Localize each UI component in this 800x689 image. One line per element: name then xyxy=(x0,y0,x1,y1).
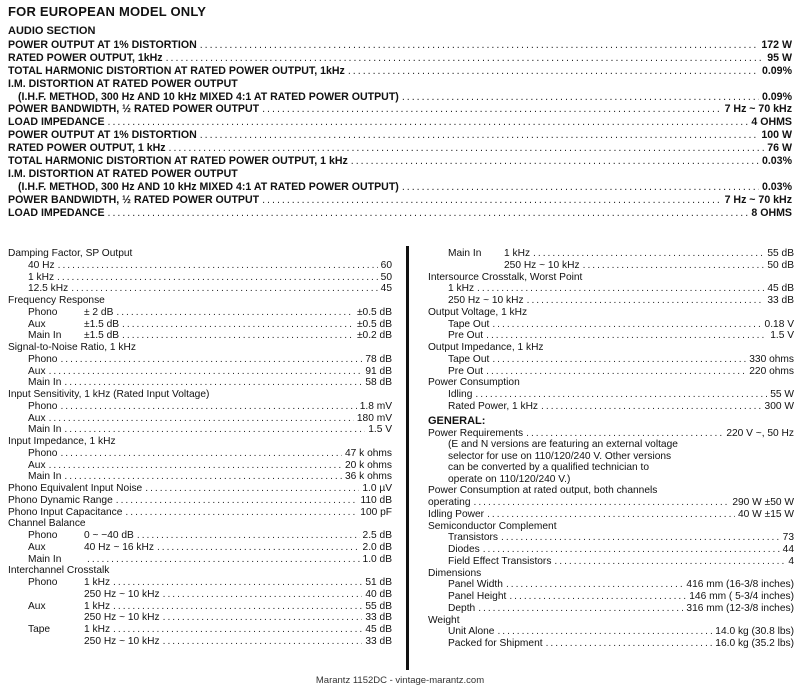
audio-spec-label: TOTAL HARMONIC DISTORTION AT RATED POWER OUTPUT, 1 kHz xyxy=(8,155,348,168)
right-spec-column xyxy=(428,248,794,650)
spec-label: Depth xyxy=(448,602,476,614)
audio-spec-value: 0.03% xyxy=(761,180,792,193)
audio-spec-label: I.M. DISTORTION AT RATED POWER OUTPUT xyxy=(8,167,238,180)
spec-label: Pre Out xyxy=(448,365,484,377)
spec-row xyxy=(8,612,392,624)
spec-row xyxy=(8,354,392,366)
output-impedance-rows xyxy=(428,354,794,378)
spec-row xyxy=(8,272,392,284)
spec-label: Main In xyxy=(28,330,62,342)
intersource-crosstalk-title: Intersource Crosstalk, Worst Point xyxy=(428,271,583,283)
dimensions-title: Dimensions xyxy=(428,567,482,579)
input-sensitivity-title: Input Sensitivity, 1 kHz (Rated Input Voltage) xyxy=(8,389,210,400)
audio-spec-row xyxy=(8,142,792,155)
spec-row xyxy=(8,471,392,483)
spec-label: Aux xyxy=(28,412,46,424)
spec-row xyxy=(428,603,794,615)
spec-value: 2.0 dB xyxy=(362,541,392,553)
spec-label: Phono xyxy=(28,447,58,459)
power-consumption-rated-title: Power Consumption at rated output, both channels xyxy=(428,485,658,497)
note-line: selector for use on 110/120/240 V. Other versions xyxy=(448,450,672,462)
spec-value: ±0.5 dB xyxy=(356,318,392,330)
spec-label: 12.5 kHz xyxy=(28,283,69,295)
power-consumption-rated-rows xyxy=(428,497,794,521)
audio-spec-value: 0.09% xyxy=(761,90,792,103)
note-line: can be converted by a qualified technician to xyxy=(448,462,650,474)
spec-condition: ±1.5 dB xyxy=(84,330,120,342)
spec-value: 1.5 V xyxy=(368,424,392,436)
spec-row xyxy=(428,556,794,568)
spec-label: 250 Hz ~ 10 kHz xyxy=(448,295,524,306)
spec-label: Aux xyxy=(28,318,46,330)
spec-label: Diodes xyxy=(448,544,480,555)
audio-spec-value: 4 OHMS xyxy=(751,116,792,129)
spec-row xyxy=(8,260,392,272)
output-voltage-rows xyxy=(428,319,794,343)
output-voltage-title: Output Voltage, 1 kHz xyxy=(428,306,528,318)
audio-spec-label: POWER OUTPUT AT 1% DISTORTION xyxy=(8,129,197,142)
spec-row xyxy=(428,260,794,272)
spec-value: 51 dB xyxy=(365,577,392,588)
spec-label: Pre Out xyxy=(448,330,484,342)
spec-value: 36 k ohms xyxy=(345,471,392,483)
main-in-crosstalk-rows xyxy=(428,248,794,272)
spec-value: ±0.5 dB xyxy=(356,306,392,318)
spec-value: 316 mm (12-3/8 inches) xyxy=(686,602,794,614)
spec-label: Main In xyxy=(28,424,62,436)
spec-value: 220 ohms xyxy=(749,365,794,377)
spec-row xyxy=(8,319,392,331)
spec-value: 58 dB xyxy=(365,377,392,389)
spec-row xyxy=(8,413,392,425)
audio-spec-row xyxy=(8,129,792,142)
audio-spec-value: 7 Hz ~ 70 kHz xyxy=(724,103,792,116)
spec-label: Main In xyxy=(28,553,62,565)
weight-rows xyxy=(428,626,794,650)
audio-spec-row xyxy=(8,91,792,104)
spec-row xyxy=(428,638,794,650)
frequency-response-title: Frequency Response xyxy=(8,295,105,306)
spec-condition: 1 kHz xyxy=(504,248,531,259)
audio-spec-row xyxy=(8,52,792,65)
spec-row xyxy=(428,389,794,401)
spec-value: 1.0 µV xyxy=(362,483,392,494)
spec-label: Phono Input Capacitance xyxy=(8,506,123,518)
spec-row xyxy=(428,401,794,413)
power-consumption-title: Power Consumption xyxy=(428,377,520,389)
audio-spec-label: (I.H.F. METHOD, 300 Hz AND 10 kHz MIXED 4:1 AT RATED POWER OUTPUT) xyxy=(18,180,399,193)
general-heading: GENERAL: xyxy=(428,414,486,427)
audio-spec-row xyxy=(8,181,792,194)
spec-label: 1 kHz xyxy=(28,271,55,283)
spec-label: Unit Alone xyxy=(448,626,495,638)
spec-value: 14.0 kg (30.8 lbs) xyxy=(715,626,794,638)
spec-value: 33 dB xyxy=(767,295,794,306)
audio-spec-value: 172 W xyxy=(761,39,792,51)
spec-row xyxy=(8,601,392,613)
spec-value: 91 dB xyxy=(365,365,392,377)
spec-value: 44 xyxy=(782,544,794,555)
audio-spec-value: 0.09% xyxy=(761,64,792,77)
spec-value: 55 dB xyxy=(767,248,794,259)
spec-value: 16.0 kg (35.2 lbs) xyxy=(715,638,794,649)
european-audio-section xyxy=(8,4,792,219)
spec-row xyxy=(8,283,392,295)
spec-label: Packed for Shipment xyxy=(448,638,543,649)
intersource-crosstalk-rows xyxy=(428,283,794,307)
spec-label: operating xyxy=(428,497,471,508)
audio-spec-label: POWER BANDWIDTH, ½ RATED POWER OUTPUT xyxy=(8,103,260,116)
spec-row xyxy=(8,577,392,589)
spec-row xyxy=(428,497,794,509)
spec-row xyxy=(8,624,392,636)
damping-factor-title: Damping Factor, SP Output xyxy=(8,248,133,259)
spec-label: Aux xyxy=(28,541,46,553)
spec-label: Phono Dynamic Range xyxy=(8,494,113,506)
audio-spec-value: 0.03% xyxy=(761,155,792,168)
spec-condition: 1 kHz xyxy=(84,577,111,588)
power-requirements-row xyxy=(428,428,794,440)
spec-label: Tape Out xyxy=(448,353,490,365)
spec-label: Aux xyxy=(28,365,46,377)
spec-label: Idling Power xyxy=(428,508,485,520)
audio-spec-row xyxy=(8,168,792,181)
spec-row xyxy=(8,530,392,542)
audio-spec-row xyxy=(8,78,792,91)
spec-value: 78 dB xyxy=(365,353,392,365)
spec-row xyxy=(428,319,794,331)
left-spec-column xyxy=(8,248,392,648)
spec-label: Phono xyxy=(28,530,58,541)
input-impedance-rows xyxy=(8,448,392,483)
european-model-heading: FOR EUROPEAN MODEL ONLY xyxy=(8,4,207,19)
dimensions-rows xyxy=(428,579,794,614)
spec-label: Rated Power, 1 kHz xyxy=(448,400,539,412)
spec-row xyxy=(8,366,392,378)
power-requirements-label: Power Requirements xyxy=(428,427,524,439)
spec-condition: 1 kHz xyxy=(84,600,111,612)
spec-condition: ± 2 dB xyxy=(84,306,114,318)
audio-spec-label: POWER BANDWIDTH, ½ RATED POWER OUTPUT xyxy=(8,193,260,206)
spec-label: Phono Equivalent Input Noise xyxy=(8,483,143,494)
spec-row xyxy=(8,507,392,519)
audio-spec-label: TOTAL HARMONIC DISTORTION AT RATED POWER OUTPUT, 1kHz xyxy=(8,64,345,77)
audio-spec-value: 100 W xyxy=(761,129,792,142)
spec-label: Tape xyxy=(28,624,51,635)
voltage-notes xyxy=(428,439,794,485)
spec-value: 60 xyxy=(380,259,392,271)
spec-value: 1.0 dB xyxy=(362,553,392,565)
snr-title: Signal-to-Noise Ratio, 1 kHz xyxy=(8,342,136,353)
spec-value: 330 ohms xyxy=(749,353,794,365)
channel-balance-rows xyxy=(8,530,392,565)
audio-spec-value: 7 Hz ~ 70 kHz xyxy=(724,193,792,206)
semiconductor-rows xyxy=(428,532,794,567)
spec-value: 300 W xyxy=(764,400,794,412)
spec-row xyxy=(8,448,392,460)
note-line: (E and N versions are featuring an external voltage xyxy=(448,439,678,451)
spec-value: 100 pF xyxy=(360,506,392,518)
spec-value: 1.5 V xyxy=(770,330,794,342)
spec-value: 55 W xyxy=(770,389,794,400)
spec-value: ±0.2 dB xyxy=(356,330,392,342)
spec-value: 50 dB xyxy=(767,259,794,271)
input-impedance-title: Input Impedance, 1 kHz xyxy=(8,436,116,447)
spec-row xyxy=(8,401,392,413)
audio-spec-row xyxy=(8,65,792,78)
audio-spec-label: LOAD IMPEDANCE xyxy=(8,206,105,219)
audio-spec-row xyxy=(8,155,792,168)
spec-value: 45 dB xyxy=(767,283,794,295)
spec-row xyxy=(8,483,392,495)
spec-row xyxy=(8,636,392,648)
interchannel-crosstalk-title: Interchannel Crosstalk xyxy=(8,565,110,577)
spec-condition: 0 ~ −40 dB xyxy=(84,530,134,541)
spec-value: 45 xyxy=(380,283,392,295)
spec-condition: 250 Hz ~ 10 kHz xyxy=(84,588,160,600)
spec-value: 0.18 V xyxy=(764,318,794,330)
semiconductor-title: Semiconductor Complement xyxy=(428,520,557,532)
spec-row xyxy=(8,589,392,601)
spec-row xyxy=(428,579,794,591)
spec-row xyxy=(428,532,794,544)
spec-value: 110 dB xyxy=(360,494,392,506)
note-line: operate on 110/120/240 V.) xyxy=(448,473,571,485)
spec-label: Idling xyxy=(448,389,473,400)
audio-spec-label: RATED POWER OUTPUT, 1 kHz xyxy=(8,142,166,155)
spec-condition: 250 Hz ~ 10 kHz xyxy=(84,635,160,647)
spec-row xyxy=(428,330,794,342)
spec-label: Transistors xyxy=(448,532,499,544)
spec-value: 1.8 mV xyxy=(359,400,392,412)
spec-row xyxy=(428,295,794,307)
spec-row xyxy=(428,248,794,260)
spec-label: 40 Hz xyxy=(28,259,55,271)
spec-label: Phono xyxy=(28,306,58,318)
spec-row xyxy=(8,460,392,472)
phono-misc-rows xyxy=(8,483,392,518)
spec-condition: 1 kHz xyxy=(84,624,111,635)
spec-label: Phono xyxy=(28,353,58,365)
spec-row xyxy=(428,509,794,521)
spec-value: 33 dB xyxy=(365,612,392,624)
audio-spec-row xyxy=(8,103,792,116)
spec-value: 2.5 dB xyxy=(362,530,392,541)
audio-spec-value: 95 W xyxy=(767,51,792,64)
frequency-response-rows xyxy=(8,307,392,342)
spec-value: 73 xyxy=(782,532,794,544)
audio-spec-row xyxy=(8,194,792,207)
column-divider xyxy=(406,246,409,670)
spec-value: 40 dB xyxy=(365,588,392,600)
spec-value: 20 k ohms xyxy=(345,459,392,471)
spec-row xyxy=(8,495,392,507)
audio-spec-list xyxy=(8,39,792,219)
spec-condition: ±1.5 dB xyxy=(84,318,120,330)
spec-row xyxy=(428,283,794,295)
spec-row xyxy=(8,542,392,554)
spec-row xyxy=(8,424,392,436)
spec-condition: 250 Hz ~ 10 kHz xyxy=(84,612,160,624)
spec-label: Phono xyxy=(28,400,58,412)
spec-row xyxy=(8,330,392,342)
power-consumption-rows xyxy=(428,389,794,413)
input-sensitivity-rows xyxy=(8,401,392,436)
spec-value: 290 W ±50 W xyxy=(732,497,794,508)
spec-value: 416 mm (16-3/8 inches) xyxy=(686,579,794,591)
spec-value: 50 xyxy=(380,271,392,283)
audio-section-heading: AUDIO SECTION xyxy=(8,25,96,37)
weight-title: Weight xyxy=(428,614,460,626)
snr-rows xyxy=(8,354,392,389)
spec-condition: 250 Hz ~ 10 kHz xyxy=(504,259,580,271)
spec-row xyxy=(428,544,794,556)
output-impedance-title: Output Impedance, 1 kHz xyxy=(428,342,544,353)
spec-value: 4 xyxy=(788,555,794,567)
spec-value: 55 dB xyxy=(365,600,392,612)
audio-spec-label: RATED POWER OUTPUT, 1kHz xyxy=(8,51,163,64)
spec-row xyxy=(428,626,794,638)
spec-value: 180 mV xyxy=(356,412,392,424)
spec-row xyxy=(428,591,794,603)
audio-spec-label: LOAD IMPEDANCE xyxy=(8,116,105,129)
spec-row xyxy=(428,354,794,366)
spec-label: Panel Width xyxy=(448,579,503,591)
damping-factor-rows xyxy=(8,260,392,295)
spec-row xyxy=(8,377,392,389)
audio-spec-row xyxy=(8,207,792,220)
spec-label: Aux xyxy=(28,600,46,612)
spec-label: Panel Height xyxy=(448,591,507,602)
spec-value: 33 dB xyxy=(365,635,392,647)
audio-spec-label: I.M. DISTORTION AT RATED POWER OUTPUT xyxy=(8,77,238,90)
audio-spec-value: 8 OHMS xyxy=(751,206,792,219)
channel-balance-title: Channel Balance xyxy=(8,518,86,530)
spec-value: 47 k ohms xyxy=(345,447,392,459)
power-requirements-value: 220 V ~, 50 Hz xyxy=(726,427,794,439)
spec-label: 1 kHz xyxy=(448,283,475,295)
spec-label: Tape Out xyxy=(448,318,490,330)
audio-spec-row xyxy=(8,39,792,52)
spec-value: 146 mm ( 5-3/4 inches) xyxy=(689,591,794,602)
audio-spec-label: POWER OUTPUT AT 1% DISTORTION xyxy=(8,39,197,51)
spec-label: Field Effect Transistors xyxy=(448,555,552,567)
spec-label: Main In xyxy=(28,377,62,389)
interchannel-crosstalk-rows xyxy=(8,577,392,648)
spec-row xyxy=(428,366,794,378)
audio-spec-row xyxy=(8,116,792,129)
spec-label: Main In xyxy=(28,471,62,483)
spec-value: 45 dB xyxy=(365,624,392,635)
spec-label: Phono xyxy=(28,577,58,588)
spec-label: Main In xyxy=(448,248,482,259)
spec-row xyxy=(8,554,392,566)
footer-caption: Marantz 1152DC - vintage-marantz.com xyxy=(315,675,485,686)
audio-spec-value: 76 W xyxy=(767,142,792,155)
spec-row xyxy=(8,307,392,319)
spec-condition: 40 Hz ~ 16 kHz xyxy=(84,541,154,553)
audio-spec-label: (I.H.F. METHOD, 300 Hz AND 10 kHz MIXED 4:1 AT RATED POWER OUTPUT) xyxy=(18,90,399,103)
spec-label: Aux xyxy=(28,459,46,471)
spec-value: 40 W ±15 W xyxy=(738,508,794,520)
